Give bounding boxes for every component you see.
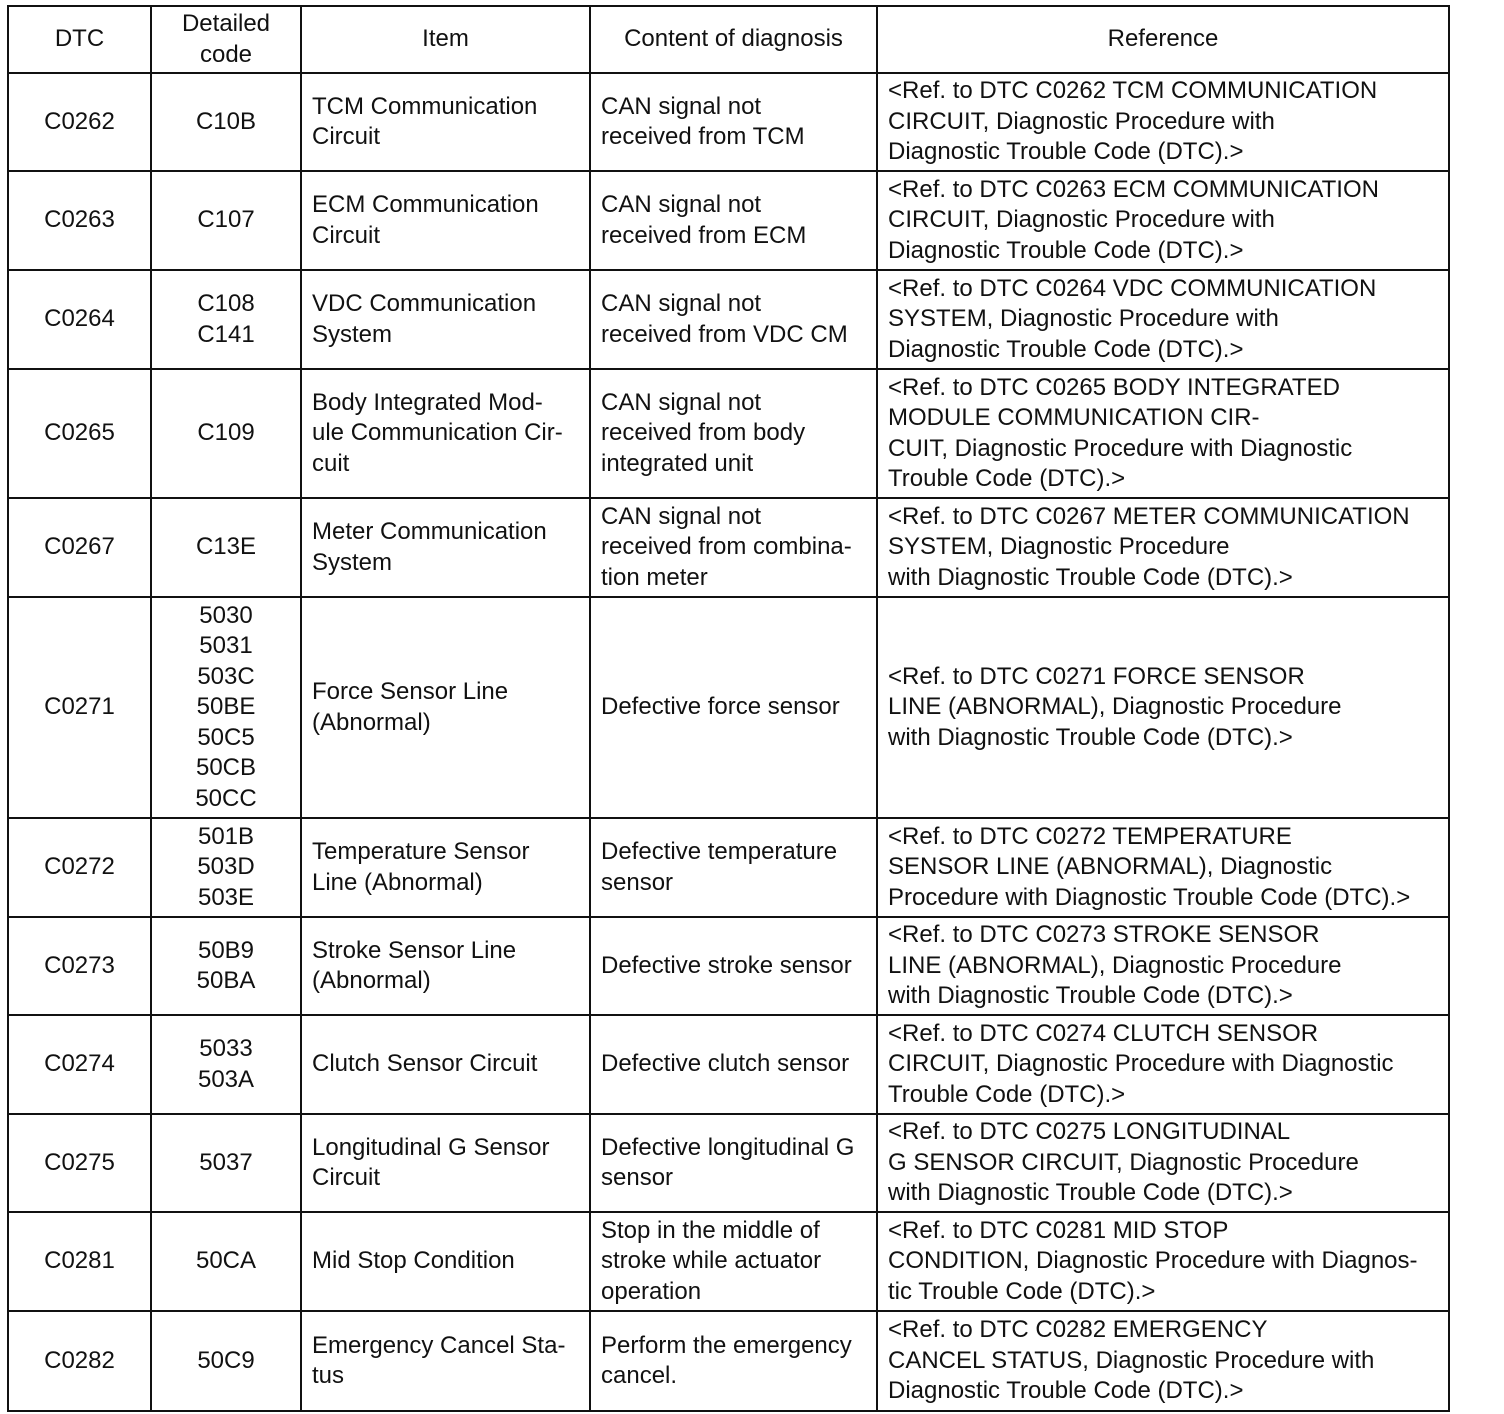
detailed-code-cell: C13E bbox=[151, 498, 301, 597]
header-reference: Reference bbox=[877, 6, 1449, 73]
detailed-code-cell: 5037 bbox=[151, 1114, 301, 1212]
detailed-code-cell: 501B 503D 503E bbox=[151, 818, 301, 917]
dtc-cell: C0282 bbox=[8, 1311, 151, 1411]
dtc-table bbox=[7, 5, 1450, 1412]
content-cell: CAN signal not received from ECM bbox=[590, 171, 877, 270]
detailed-code-cell: C108 C141 bbox=[151, 270, 301, 369]
content-cell: CAN signal not received from VDC CM bbox=[590, 270, 877, 369]
table-row bbox=[8, 1311, 1449, 1411]
item-cell: TCM Communication Circuit bbox=[301, 73, 590, 171]
reference-cell: <Ref. to DTC C0264 VDC COMMUNICATION SYSTEM, Diagnostic Procedure with Diagnostic Trouble Code (DTC).> bbox=[877, 270, 1449, 369]
dtc-cell: C0264 bbox=[8, 270, 151, 369]
item-cell: Force Sensor Line (Abnormal) bbox=[301, 597, 590, 818]
dtc-cell: C0274 bbox=[8, 1015, 151, 1114]
item-cell: Clutch Sensor Circuit bbox=[301, 1015, 590, 1114]
table-body bbox=[8, 73, 1449, 1411]
reference-cell: <Ref. to DTC C0282 EMERGENCY CANCEL STATUS, Diagnostic Procedure with Diagnostic Trouble Code (DTC).> bbox=[877, 1311, 1449, 1411]
item-cell: Emergency Cancel Sta- tus bbox=[301, 1311, 590, 1411]
reference-cell: <Ref. to DTC C0273 STROKE SENSOR LINE (ABNORMAL), Diagnostic Procedure with Diagnostic Trouble Code (DTC).> bbox=[877, 917, 1449, 1015]
detailed-code-cell: C10B bbox=[151, 73, 301, 171]
detailed-code-cell: 50B9 50BA bbox=[151, 917, 301, 1015]
item-cell: Temperature Sensor Line (Abnormal) bbox=[301, 818, 590, 917]
table-row bbox=[8, 73, 1449, 171]
content-cell: CAN signal not received from combina- tion meter bbox=[590, 498, 877, 597]
table-header-row bbox=[8, 6, 1449, 73]
reference-cell: <Ref. to DTC C0271 FORCE SENSOR LINE (ABNORMAL), Diagnostic Procedure with Diagnostic Trouble Code (DTC).> bbox=[877, 597, 1449, 818]
item-cell: Longitudinal G Sensor Circuit bbox=[301, 1114, 590, 1212]
item-cell: Body Integrated Mod- ule Communication Cir- cuit bbox=[301, 369, 590, 498]
reference-cell: <Ref. to DTC C0267 METER COMMUNICATION SYSTEM, Diagnostic Procedure with Diagnostic Trouble Code (DTC).> bbox=[877, 498, 1449, 597]
table-row bbox=[8, 1114, 1449, 1212]
table-row bbox=[8, 597, 1449, 818]
item-cell: Mid Stop Condition bbox=[301, 1212, 590, 1311]
dtc-cell: C0275 bbox=[8, 1114, 151, 1212]
content-cell: Stop in the middle of stroke while actuator operation bbox=[590, 1212, 877, 1311]
reference-cell: <Ref. to DTC C0263 ECM COMMUNICATION CIRCUIT, Diagnostic Procedure with Diagnostic Trouble Code (DTC).> bbox=[877, 171, 1449, 270]
table-row bbox=[8, 369, 1449, 498]
detailed-code-cell: 5033 503A bbox=[151, 1015, 301, 1114]
reference-cell: <Ref. to DTC C0274 CLUTCH SENSOR CIRCUIT, Diagnostic Procedure with Diagnostic Trouble Code (DTC).> bbox=[877, 1015, 1449, 1114]
detailed-code-cell: C109 bbox=[151, 369, 301, 498]
item-cell: Meter Communication System bbox=[301, 498, 590, 597]
dtc-cell: C0273 bbox=[8, 917, 151, 1015]
table-row bbox=[8, 1015, 1449, 1114]
header-detailed-code: Detailed code bbox=[151, 6, 301, 73]
content-cell: CAN signal not received from TCM bbox=[590, 73, 877, 171]
dtc-cell: C0271 bbox=[8, 597, 151, 818]
table-row bbox=[8, 917, 1449, 1015]
detailed-code-cell: C107 bbox=[151, 171, 301, 270]
dtc-cell: C0281 bbox=[8, 1212, 151, 1311]
reference-cell: <Ref. to DTC C0275 LONGITUDINAL G SENSOR CIRCUIT, Diagnostic Procedure with Diagnostic Trouble Code (DTC).> bbox=[877, 1114, 1449, 1212]
content-cell: Defective longitudinal G sensor bbox=[590, 1114, 877, 1212]
content-cell: Defective force sensor bbox=[590, 597, 877, 818]
content-cell: Defective stroke sensor bbox=[590, 917, 877, 1015]
reference-cell: <Ref. to DTC C0265 BODY INTEGRATED MODULE COMMUNICATION CIR- CUIT, Diagnostic Procedure with Diagnostic Trouble Code (DTC).> bbox=[877, 369, 1449, 498]
dtc-cell: C0265 bbox=[8, 369, 151, 498]
header-dtc: DTC bbox=[8, 6, 151, 73]
content-cell: Perform the emergency cancel. bbox=[590, 1311, 877, 1411]
table-row bbox=[8, 270, 1449, 369]
reference-cell: <Ref. to DTC C0262 TCM COMMUNICATION CIRCUIT, Diagnostic Procedure with Diagnostic Trouble Code (DTC).> bbox=[877, 73, 1449, 171]
reference-cell: <Ref. to DTC C0281 MID STOP CONDITION, Diagnostic Procedure with Diagnos- tic Trouble Code (DTC).> bbox=[877, 1212, 1449, 1311]
header-item: Item bbox=[301, 6, 590, 73]
dtc-cell: C0267 bbox=[8, 498, 151, 597]
table-row bbox=[8, 1212, 1449, 1311]
detailed-code-cell: 50CA bbox=[151, 1212, 301, 1311]
dtc-cell: C0263 bbox=[8, 171, 151, 270]
item-cell: ECM Communication Circuit bbox=[301, 171, 590, 270]
item-cell: VDC Communication System bbox=[301, 270, 590, 369]
detailed-code-cell: 50C9 bbox=[151, 1311, 301, 1411]
table-row bbox=[8, 498, 1449, 597]
reference-cell: <Ref. to DTC C0272 TEMPERATURE SENSOR LINE (ABNORMAL), Diagnostic Procedure with Diagnostic Trouble Code (DTC).> bbox=[877, 818, 1449, 917]
content-cell: Defective clutch sensor bbox=[590, 1015, 877, 1114]
content-cell: Defective temperature sensor bbox=[590, 818, 877, 917]
detailed-code-cell: 5030 5031 503C 50BE 50C5 50CB 50CC bbox=[151, 597, 301, 818]
table-row bbox=[8, 171, 1449, 270]
dtc-cell: C0262 bbox=[8, 73, 151, 171]
table-row bbox=[8, 818, 1449, 917]
item-cell: Stroke Sensor Line (Abnormal) bbox=[301, 917, 590, 1015]
dtc-cell: C0272 bbox=[8, 818, 151, 917]
header-content-of-diagnosis: Content of diagnosis bbox=[590, 6, 877, 73]
content-cell: CAN signal not received from body integrated unit bbox=[590, 369, 877, 498]
